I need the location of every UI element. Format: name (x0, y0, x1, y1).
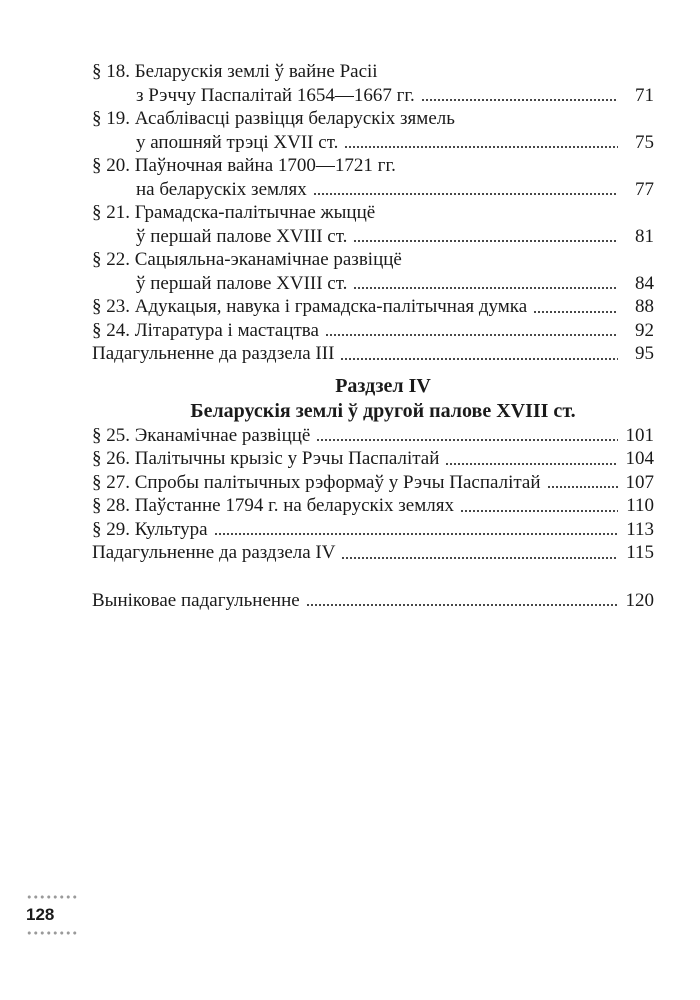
toc-entry-22[interactable] (92, 248, 654, 295)
toc-entry-23[interactable] (92, 295, 654, 319)
toc-entry-25[interactable] (92, 424, 654, 448)
toc-entry-title-cont: у апошняй трэці XVII ст. (136, 131, 339, 153)
toc-page-number: 107 (625, 471, 654, 493)
toc-entry-title: Падагульненне да раздзела III (92, 343, 335, 364)
toc-entry-final-summary[interactable] (92, 589, 654, 613)
toc-entry-title-cont: ў першай палове XVIII ст. (136, 272, 348, 294)
dot-leader (306, 604, 618, 606)
toc-page-number: 95 (635, 343, 654, 364)
dot-leader (344, 146, 618, 148)
table-of-contents (92, 60, 654, 612)
toc-page-number: 104 (625, 448, 654, 469)
section-title: Раздзел IV (335, 374, 431, 397)
toc-entry-title-cont: на беларускіх землях (136, 178, 307, 200)
toc-entry-19[interactable] (92, 107, 654, 154)
dot-leader (325, 334, 618, 336)
dot-leader (533, 311, 618, 313)
dot-leader (313, 193, 618, 195)
toc-page-number: 77 (635, 178, 654, 200)
toc-entry-title: § 18. Беларускія землі ў вайне Расіі (92, 61, 378, 82)
dot-leader (316, 439, 618, 441)
toc-entry-28[interactable] (92, 494, 654, 518)
toc-page-number: 71 (635, 84, 654, 106)
toc-page-number: 115 (626, 542, 654, 563)
toc-entry-18[interactable] (92, 60, 654, 107)
toc-entry-title: Падагульненне да раздзела IV (92, 542, 336, 563)
toc-page-number: 81 (635, 225, 654, 247)
toc-page-number: 120 (625, 589, 654, 611)
dot-leader (341, 557, 618, 559)
toc-entry-title: § 26. Палітычны крызіс у Рэчы Паспалітай (92, 448, 440, 469)
toc-entry-title: § 22. Сацыяльна-эканамічнае развіццё (92, 249, 402, 270)
toc-entry-24[interactable] (92, 319, 654, 343)
toc-entry-title: § 27. Спробы палітычных рэформаў у Рэчы Паспалітай (92, 471, 541, 493)
toc-page-number: 92 (635, 319, 654, 341)
toc-entry-title: § 23. Адукацыя, навука і грамадска-палітычная думка (92, 296, 528, 317)
dot-leader (445, 463, 618, 465)
dot-leader (421, 99, 618, 101)
toc-page-number: 75 (635, 131, 654, 153)
dot-leader (214, 533, 618, 535)
dot-leader (353, 287, 618, 289)
section-subtitle: Беларускія землі ў другой палове XVIII ст. (190, 399, 576, 422)
dot-leader (340, 358, 618, 360)
toc-entry-title-cont: з Рэччу Паспалітай 1654—1667 гг. (136, 84, 415, 106)
dot-leader (353, 240, 618, 242)
toc-entry-26[interactable] (92, 447, 654, 471)
toc-page-number: 113 (626, 518, 654, 540)
toc-entry-20[interactable] (92, 154, 654, 201)
toc-page-number: 110 (626, 495, 654, 516)
folio-dots-top (26, 895, 78, 899)
toc-entry-title: § 28. Паўстанне 1794 г. на беларускіх землях (92, 495, 454, 516)
dot-leader (547, 486, 619, 488)
toc-entry-summary-3[interactable] (92, 342, 654, 366)
toc-entry-title: § 25. Эканамічнае развіццё (92, 424, 311, 446)
toc-entry-title: § 20. Паўночная вайна 1700—1721 гг. (92, 155, 396, 176)
dot-leader (460, 510, 618, 512)
folio-dots-bottom (26, 931, 78, 935)
toc-entry-27[interactable] (92, 471, 654, 495)
toc-entry-title: § 21. Грамадска-палітычнае жыццё (92, 202, 376, 223)
page-number: 128 (26, 905, 55, 924)
toc-entry-title: Выніковае падагульненне (92, 589, 300, 611)
toc-entry-summary-4[interactable] (92, 541, 654, 565)
toc-page-number: 101 (625, 424, 654, 446)
toc-entry-title: § 29. Культура (92, 518, 208, 540)
toc-entry-title: § 19. Асаблівасці развіцця беларускіх зямель (92, 108, 455, 129)
toc-entry-title-cont: ў першай палове XVIII ст. (136, 225, 348, 247)
toc-page-number: 88 (635, 296, 654, 317)
toc-entry-title: § 24. Літаратура і мастацтва (92, 319, 319, 341)
toc-entry-29[interactable] (92, 518, 654, 542)
toc-page-number: 84 (635, 272, 654, 294)
toc-entry-21[interactable] (92, 201, 654, 248)
